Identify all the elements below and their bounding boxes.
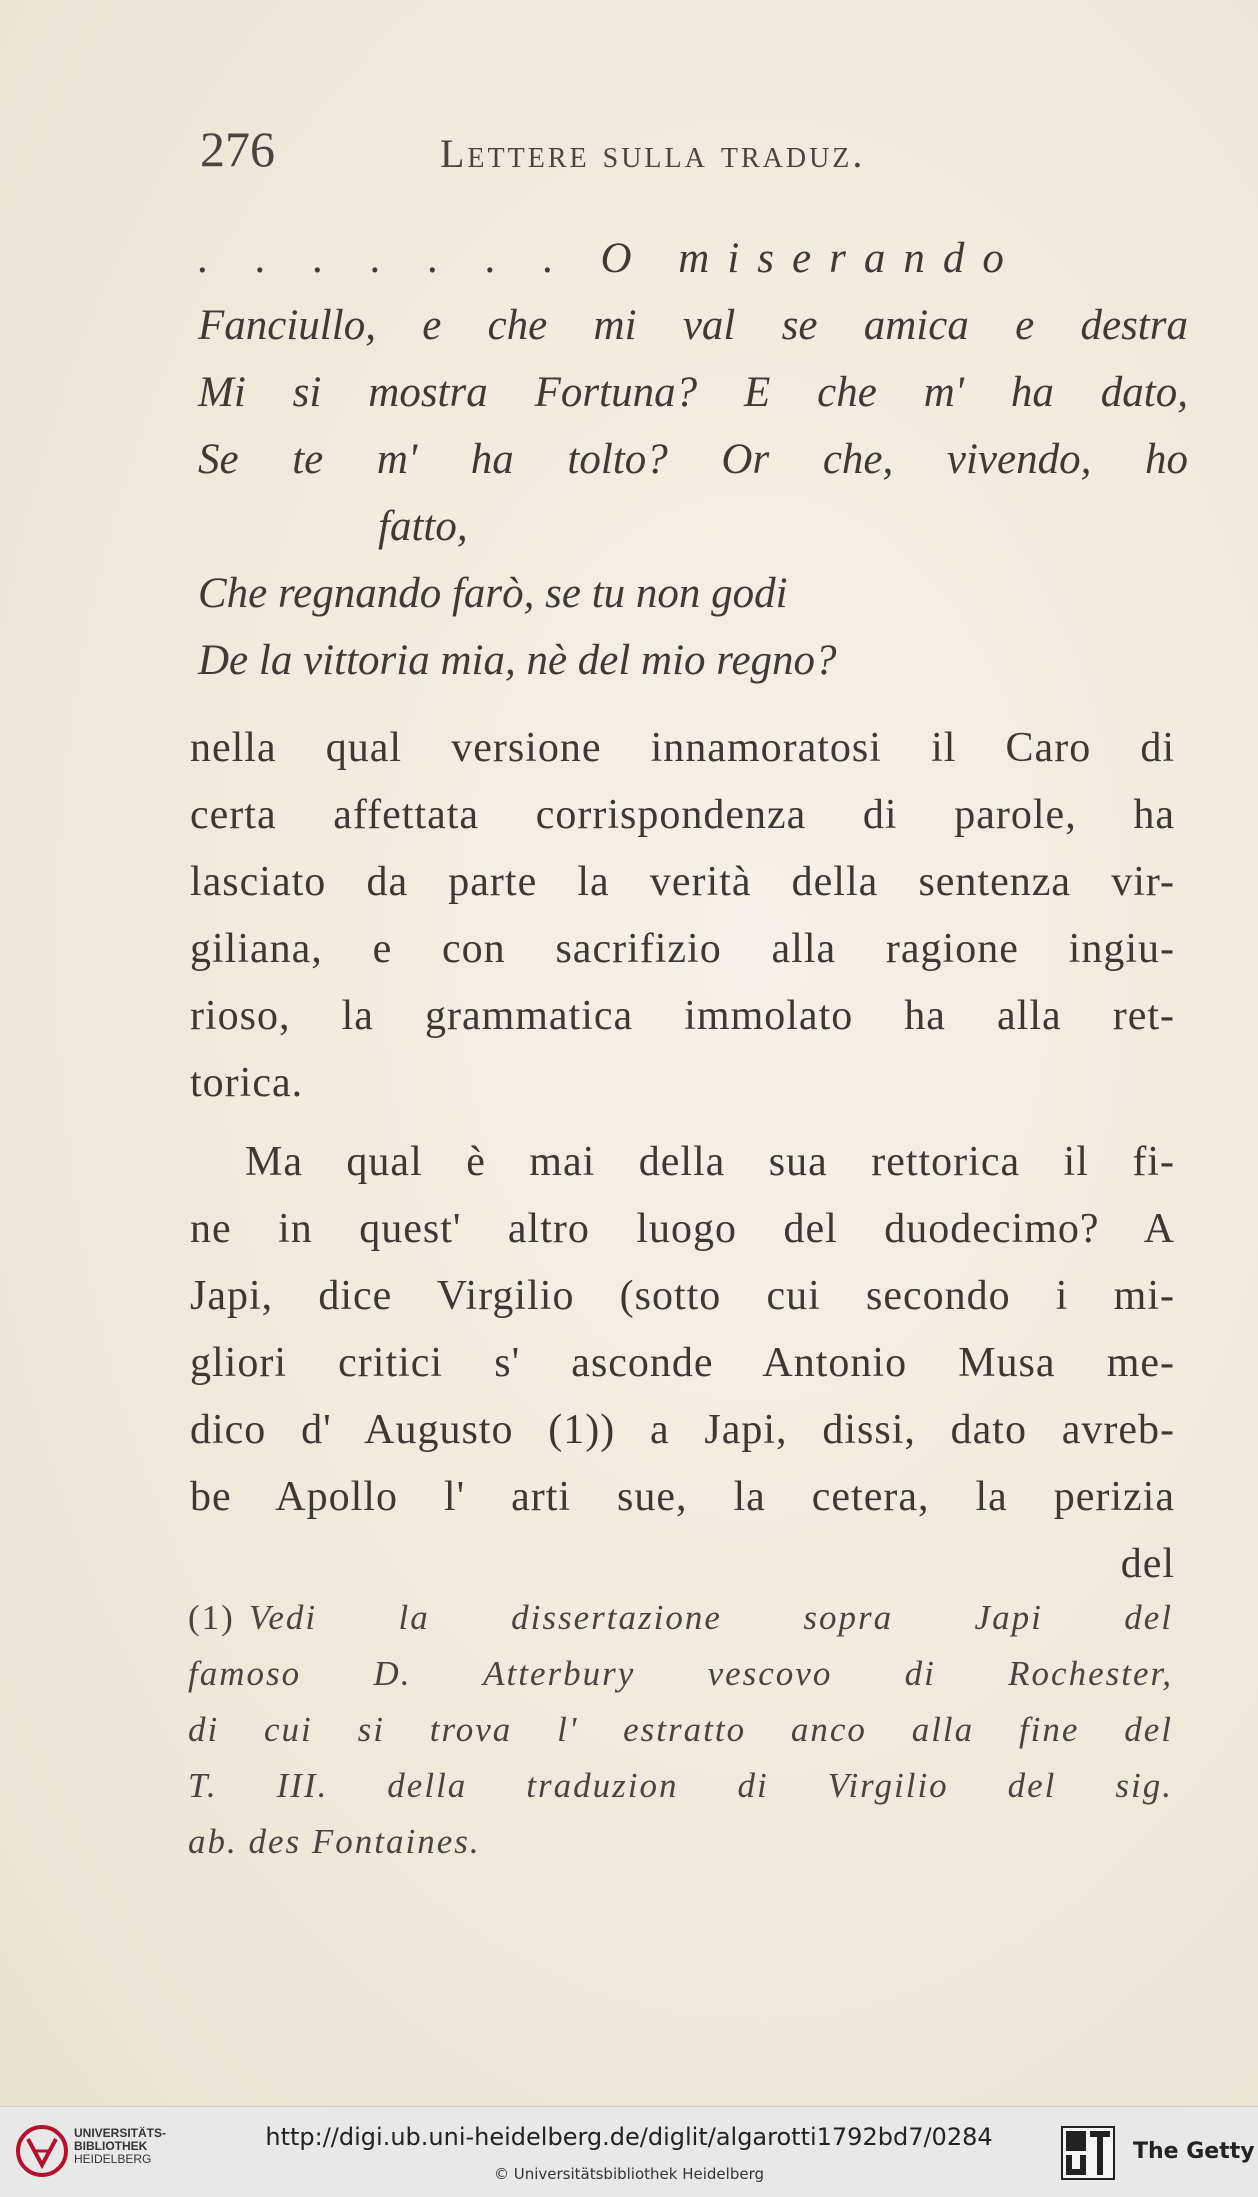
body-text (190, 715, 1175, 1598)
verse-quotation (198, 225, 1188, 694)
running-head: Lettere sulla traduz. (440, 131, 866, 176)
footnote-line: di cui si trova l' estratto anco alla fine del (188, 1710, 1173, 1749)
library-name: UNIVERSITÄTS- BIBLIOTHEK HEIDELBERG (74, 2126, 167, 2166)
footnote-line: famoso D. Atterbury vescovo di Rochester, (188, 1654, 1173, 1693)
catchword: del (1120, 1541, 1175, 1587)
text-line: certa affettata corrispondenza di parole, ha (190, 792, 1175, 838)
permalink-url[interactable]: http://digi.ub.uni-heidelberg.de/diglit/algarotti1792bd7/0284 (265, 2123, 993, 2151)
text-line: torica. (190, 1060, 304, 1106)
viewer-footer (0, 2106, 1258, 2197)
partner-name: The Getty (1133, 2139, 1255, 2164)
verse-line: Fanciullo, e che mi val se amica e destra (198, 302, 1188, 349)
text-line: be Apollo l' arti sue, la cetera, la perizia (190, 1474, 1175, 1520)
text-line: Ma qual è mai della sua rettorica il fi- (245, 1139, 1175, 1185)
verse-line: Se te m' ha tolto? Or che, vivendo, ho (198, 436, 1188, 483)
text-line: nella qual versione innamoratosi il Caro di (190, 725, 1175, 771)
footnote-line: T. III. della traduzion di Virgilio del sig. (188, 1766, 1173, 1805)
text-line: dico d' Augusto (1)) a Japi, dissi, dato avreb- (190, 1407, 1175, 1453)
getty-logo-icon (1060, 2125, 1116, 2181)
text-line: lasciato da parte la verità della sentenza vir- (190, 859, 1175, 905)
text-line: Japi, dice Virgilio (sotto cui secondo i mi- (190, 1273, 1175, 1319)
text-line: giliana, e con sacrifizio alla ragione ingiu- (190, 926, 1175, 972)
page-header (200, 120, 1100, 180)
text-line: ne in quest' altro luogo del duodecimo? A (190, 1206, 1175, 1252)
verse-line: fatto, (378, 503, 468, 550)
page-number: 276 (200, 121, 275, 177)
footnote-mark: (1) (188, 1598, 235, 1637)
verse-line: De la vittoria mia, nè del mio regno? (198, 637, 837, 684)
footnote-line: (1) Vedi la dissertazione sopra Japi del (188, 1598, 1173, 1637)
verse-line: Mi si mostra Fortuna? E che m' ha dato, (198, 369, 1188, 416)
copyright-notice: © Universitätsbibliothek Heidelberg (493, 2165, 764, 2183)
footnote-line: ab. des Fontaines. (188, 1822, 481, 1861)
verse-line: . . . . . . . O miserando (198, 235, 1022, 282)
verse-line: Che regnando farò, se tu non godi (198, 570, 788, 617)
text-line: rioso, la grammatica immolato ha alla ret- (190, 993, 1175, 1039)
footnote (188, 1590, 1173, 1870)
text-line: gliori critici s' asconde Antonio Musa me- (190, 1340, 1175, 1386)
